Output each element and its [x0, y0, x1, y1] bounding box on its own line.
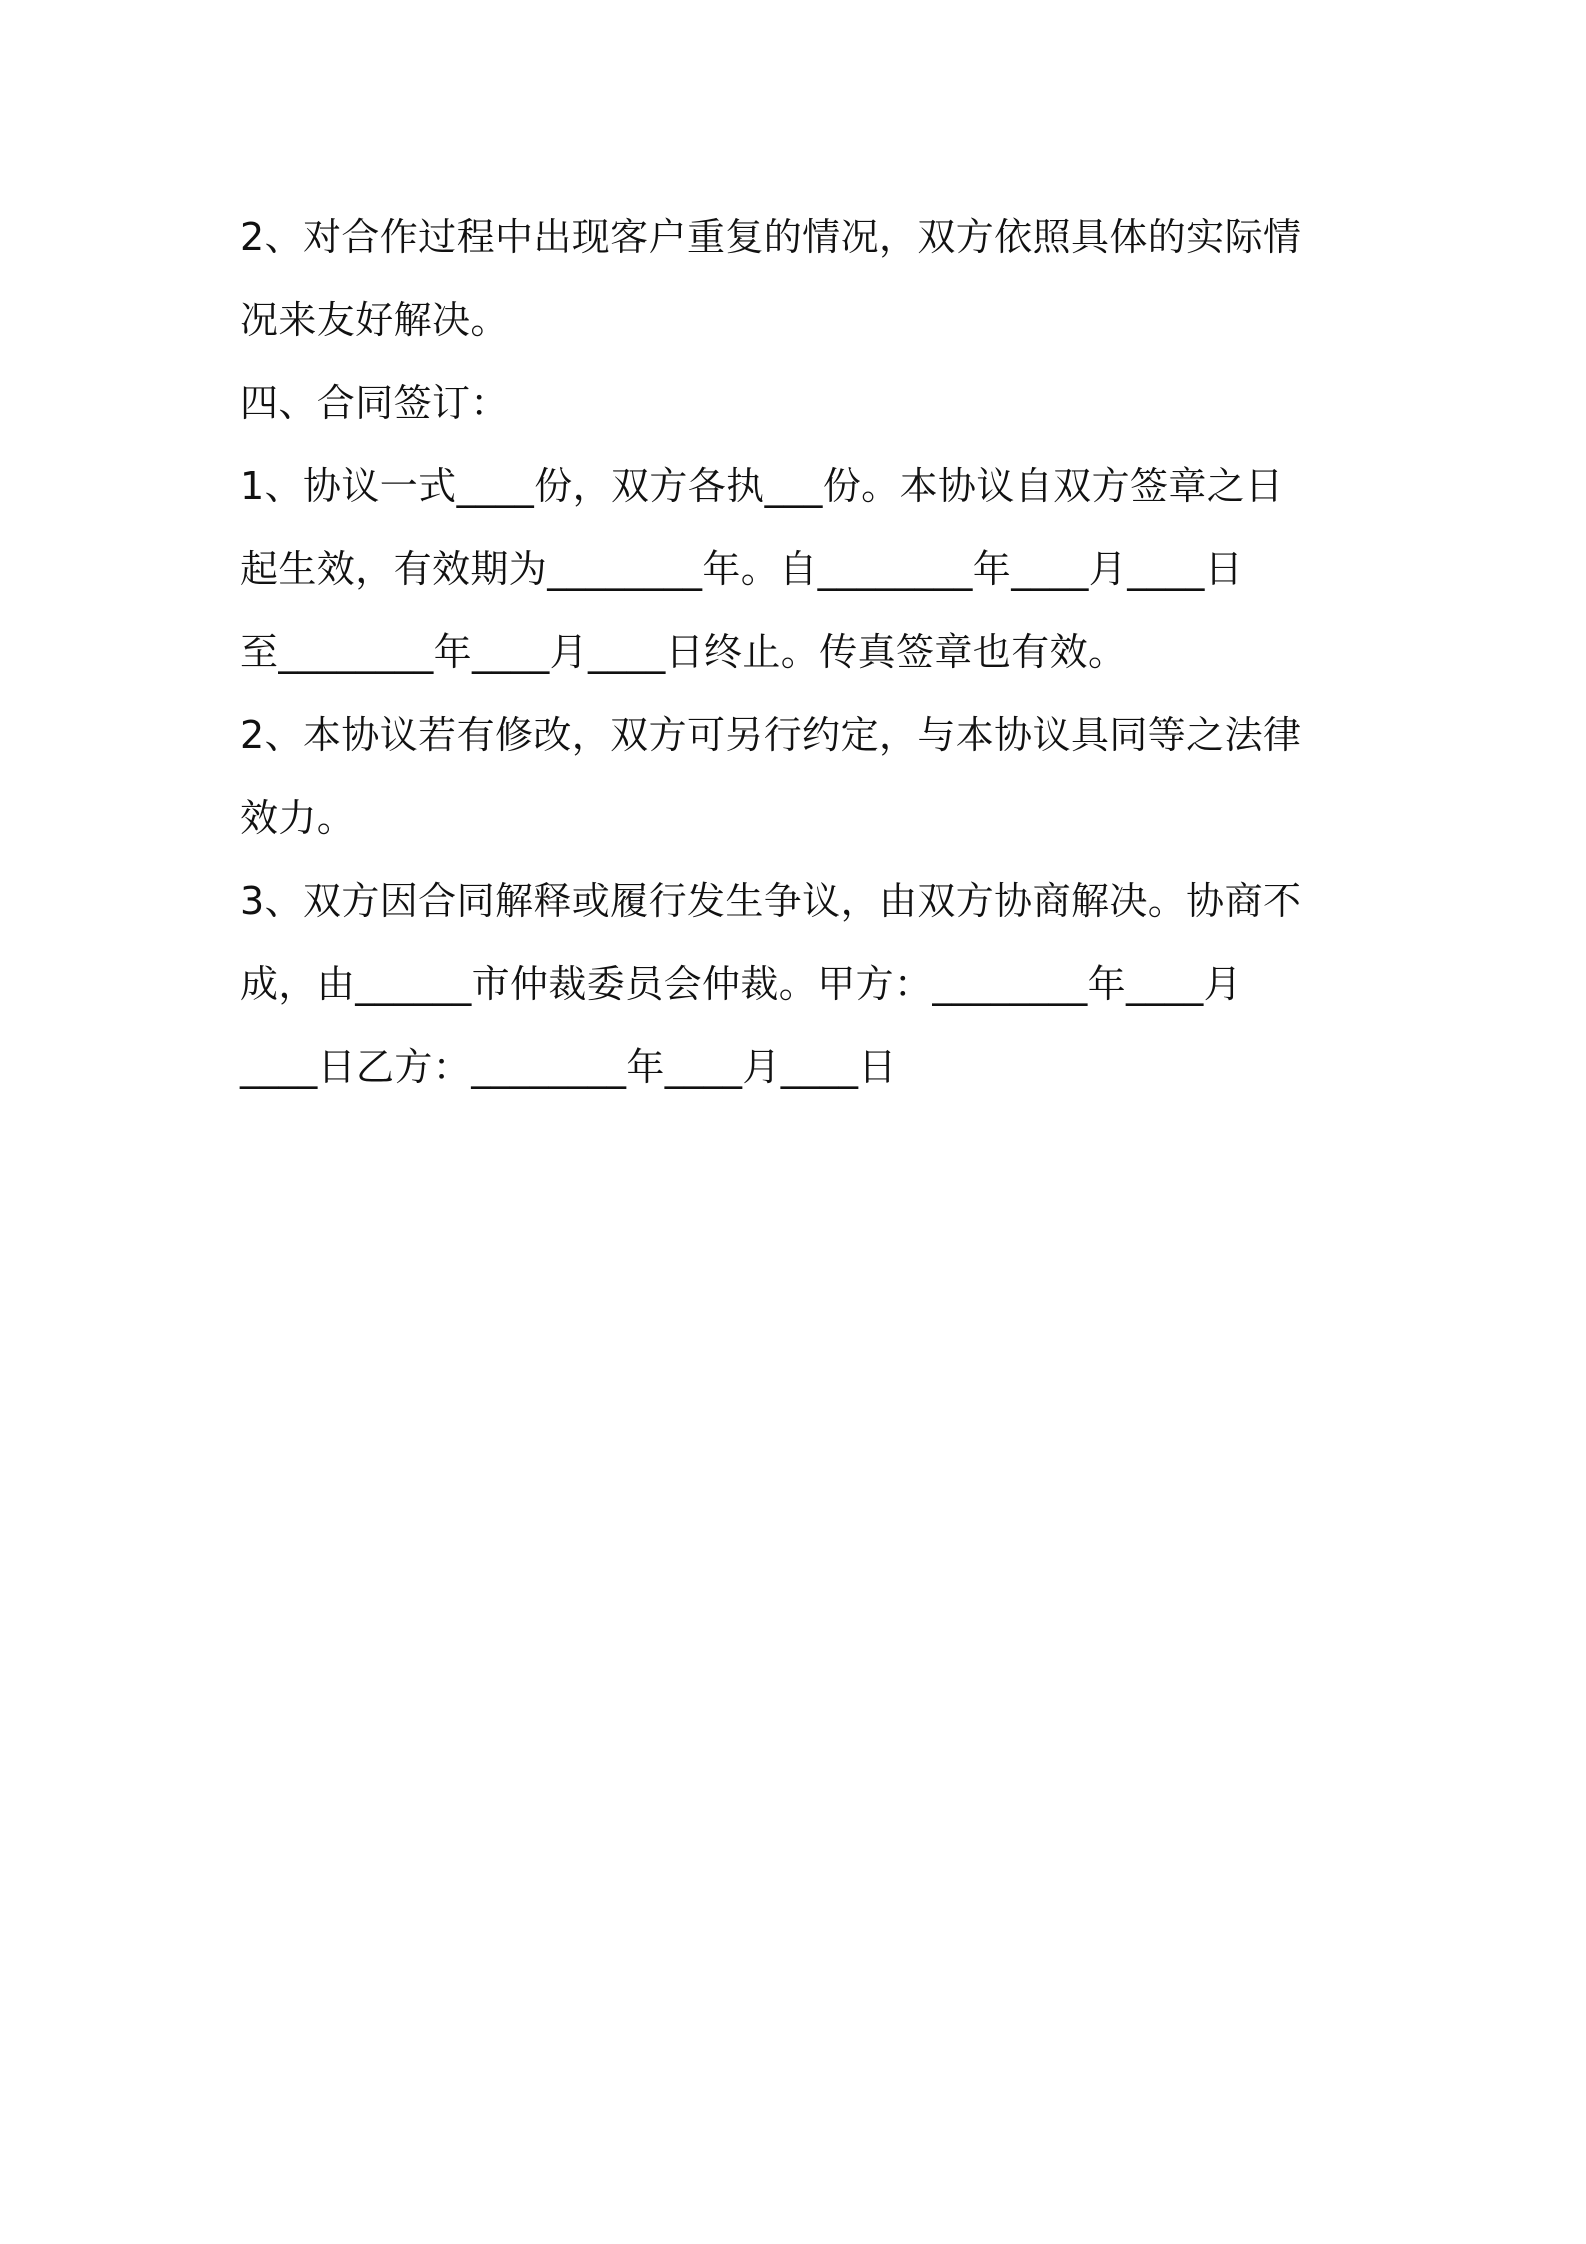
text-line: 3、双方因合同解释或履行发生争议，由双方协商解决。协商不 [240, 879, 1302, 923]
text-line: 2、本协议若有修改，双方可另行约定，与本协议具同等之法律 [240, 713, 1302, 757]
text-line: 至________年____月____日终止。传真签章也有效。 [240, 630, 1127, 674]
text-line: ____日乙方：________年____月____日 [240, 1045, 897, 1089]
text-line: 况来友好解决。 [240, 298, 509, 342]
text-line: 起生效，有效期为________年。自________年____月____日 [240, 547, 1244, 591]
section-heading: 四、合同签订： [240, 381, 509, 425]
text-line: 效力。 [240, 796, 356, 840]
text-line: 成，由______市仲裁委员会仲裁。甲方：________年____月 [240, 962, 1243, 1006]
document-body [240, 196, 1356, 1109]
text-line: 1、协议一式____份，双方各执___份。本协议自双方签章之日 [240, 464, 1284, 508]
text-line: 2、对合作过程中出现客户重复的情况，双方依照具体的实际情 [240, 215, 1302, 259]
